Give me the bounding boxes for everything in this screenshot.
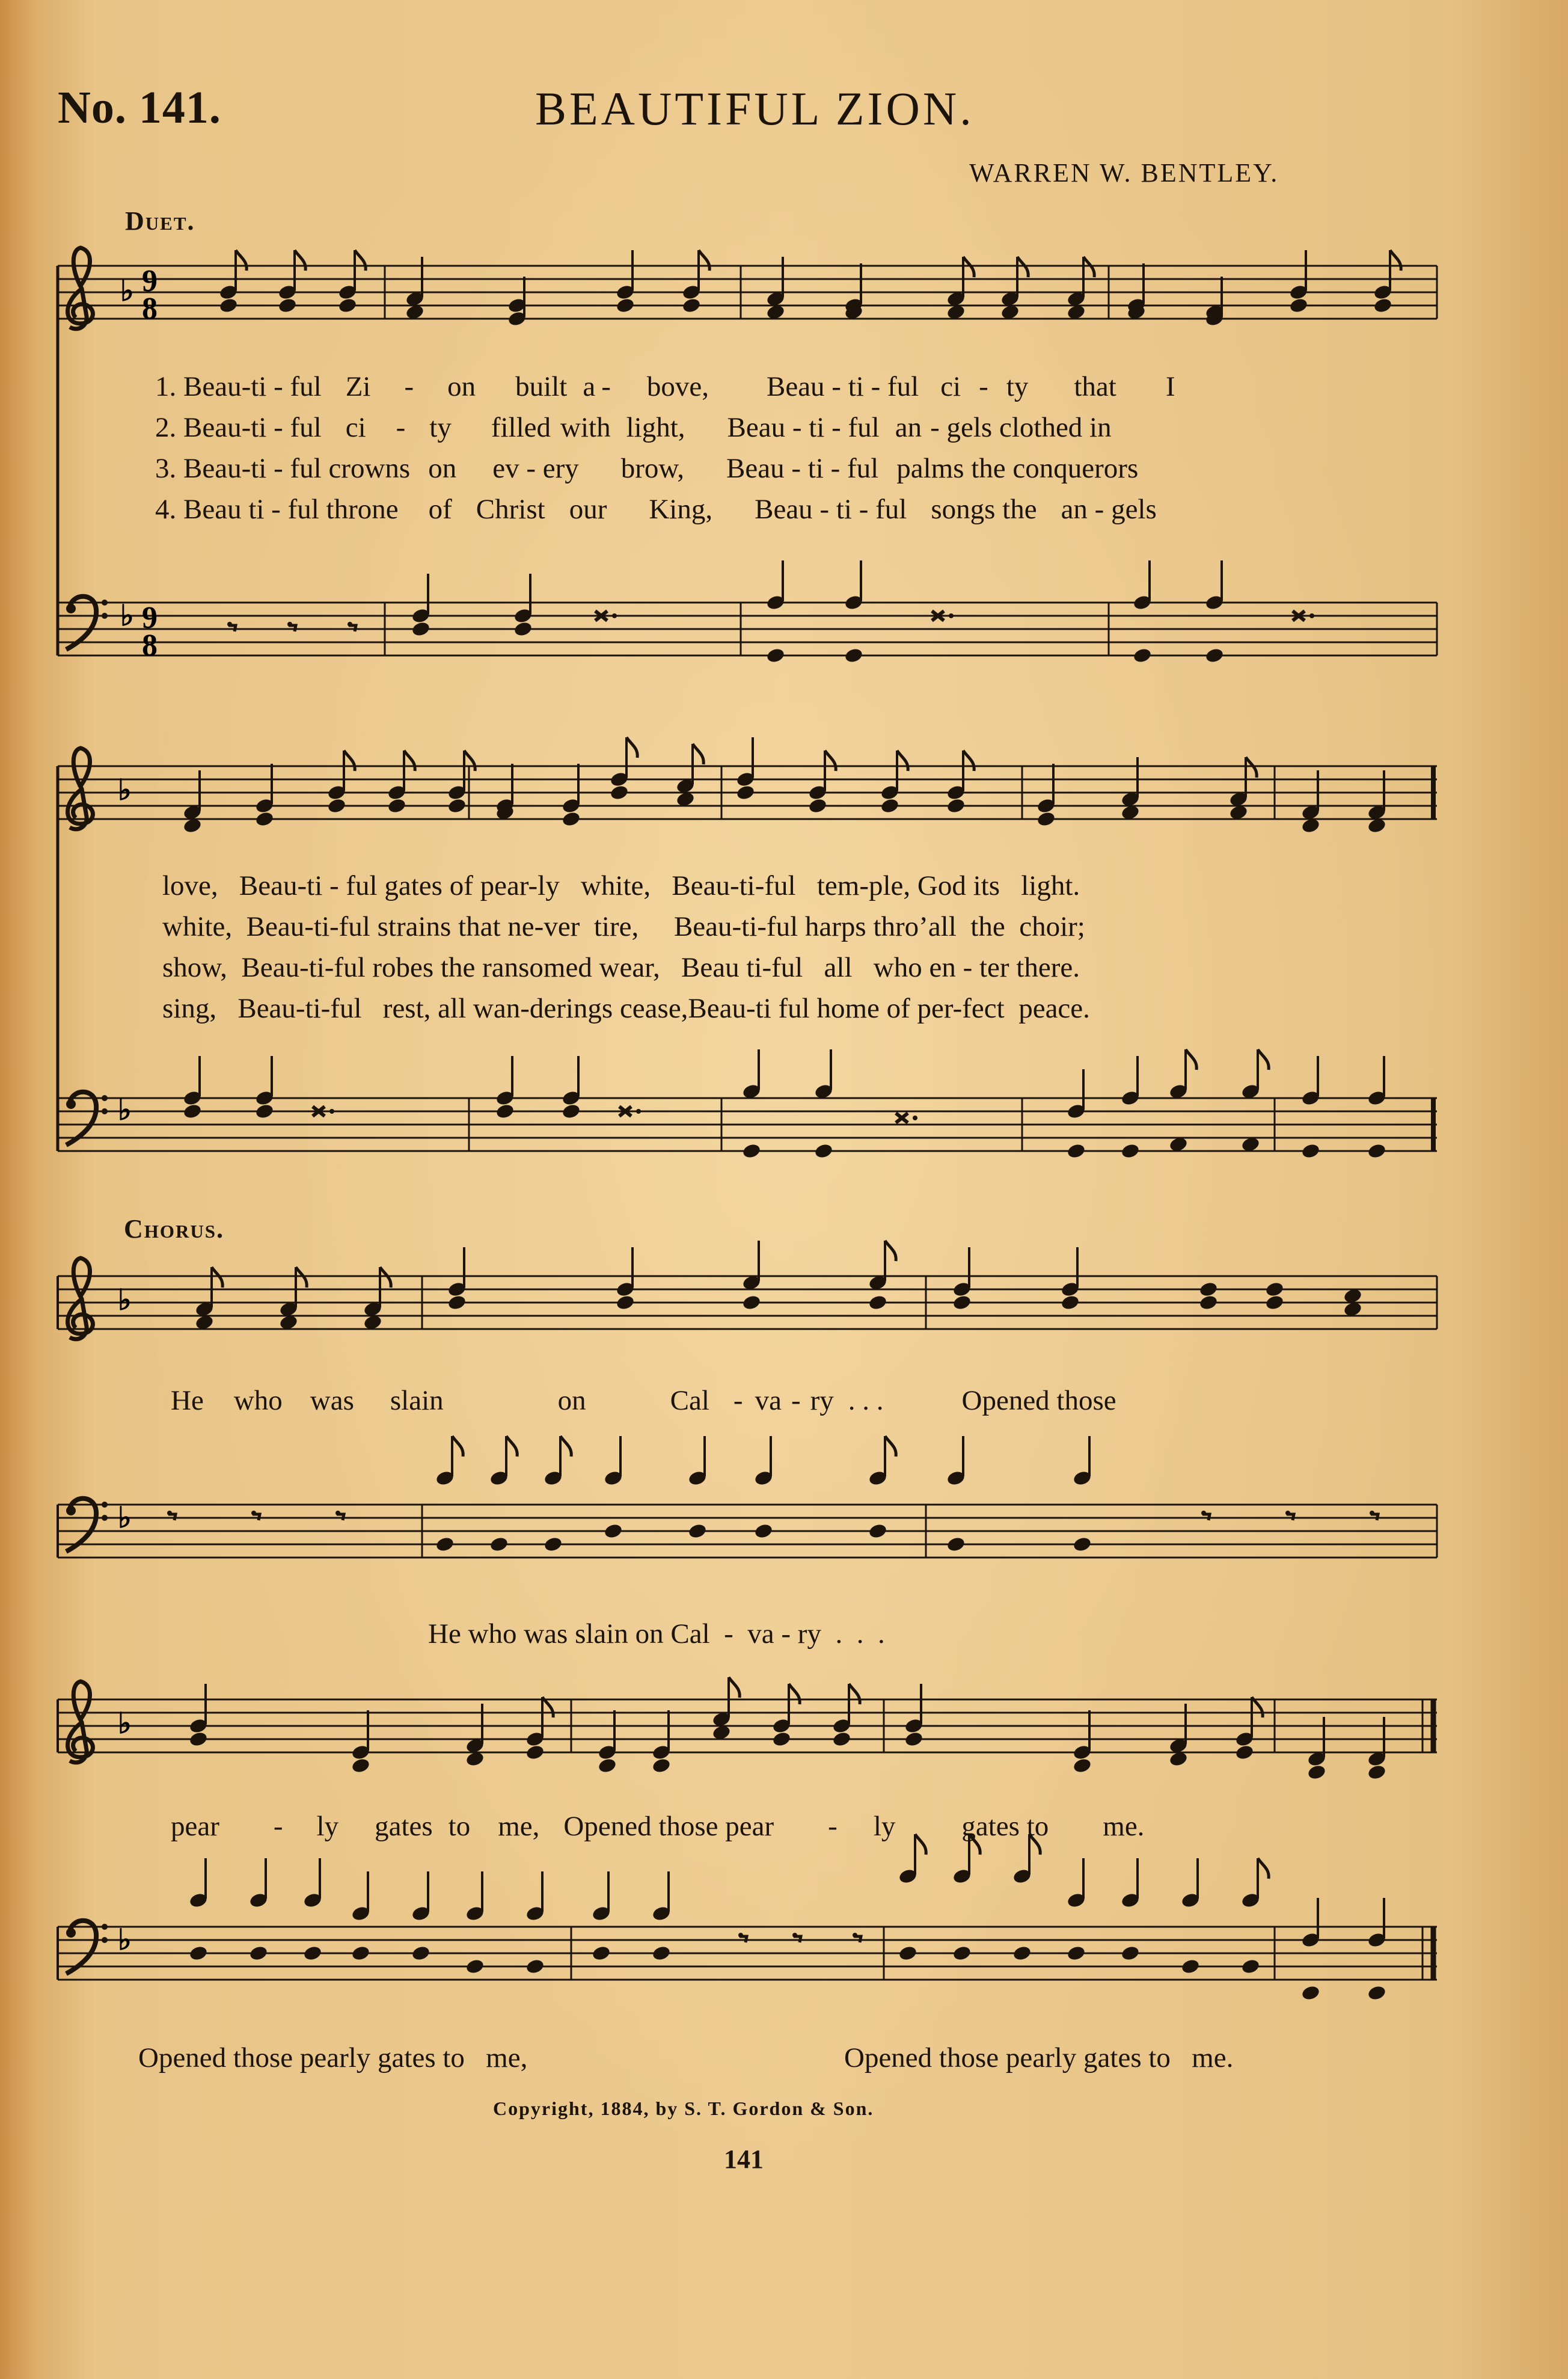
svg-text:8: 8 [142,292,158,326]
verse-1-line-b: love, Beau-ti - ful gates of pear-ly white, Beau-ti-ful tem-ple, God its light. [162,870,1080,901]
svg-text:♭: ♭ [118,1285,132,1316]
svg-text:♭: ♭ [118,775,132,806]
chorus-lower-line-2a: Opened those pearly gates to me, [138,2042,528,2074]
chorus-upper-line-2: pear - ly gates to me, Opened those pear - ly gates to me. [171,1811,1145,1842]
verse-2-line-b: white, Beau-ti-ful strains that ne-ver tire, Beau-ti-ful harps thro’all the choir; [162,911,1085,942]
verse-3-line-a: 3. Beau-ti - ful crowns on ev - ery brow, Beau - ti - ful palms the conquerors [155,453,1139,484]
verse-1-line-a: 1. Beau-ti - ful Zi - on built a - bove, Beau - ti - ful ci - ty that I [155,371,1175,402]
svg-text:9: 9 [142,264,158,298]
page-number: 141 [724,2144,764,2174]
verse-2-line-a: 2. Beau-ti - ful ci - ty filled with light, Beau - ti - ful an - gels clothed in [155,412,1112,443]
svg-text:♭: ♭ [118,1708,132,1740]
svg-text:8: 8 [142,628,158,663]
hymn-title: BEAUTIFUL ZION. [535,82,975,135]
duet-label: Duet. [125,206,195,236]
svg-text:♭: ♭ [120,275,134,307]
svg-text:♭: ♭ [120,600,134,632]
composer-credit: WARREN W. BENTLEY. [969,158,1279,188]
svg-text:♭: ♭ [118,1502,132,1534]
svg-text:9: 9 [142,601,158,635]
verse-4-line-b: sing, Beau-ti-ful rest, all wan-derings cease,Beau-ti ful home of per-fect peace. [162,993,1090,1024]
svg-text:♭: ♭ [118,1924,132,1956]
verse-3-line-b: show, Beau-ti-ful robes the ransomed wear, Beau ti-ful all who en - ter there. [162,952,1080,983]
chorus-upper-line-1: He who was slain on Cal - va - ry . . . Opened those [171,1385,1116,1416]
chorus-lower-line-1: He who was slain on Cal - va - ry . . . [428,1618,885,1650]
svg-text:♭: ♭ [118,1094,132,1126]
hymn-number: No. 141. [58,82,221,133]
chorus-lower-line-2b: Opened those pearly gates to me. [844,2042,1234,2074]
verse-4-line-a: 4. Beau ti - ful throne of Christ our King, Beau - ti - ful songs the an - gels [155,494,1157,525]
chorus-label: Chorus. [124,1214,225,1244]
system-2 [58,737,1437,1159]
copyright-notice: Copyright, 1884, by S. T. Gordon & Son. [493,2098,874,2119]
